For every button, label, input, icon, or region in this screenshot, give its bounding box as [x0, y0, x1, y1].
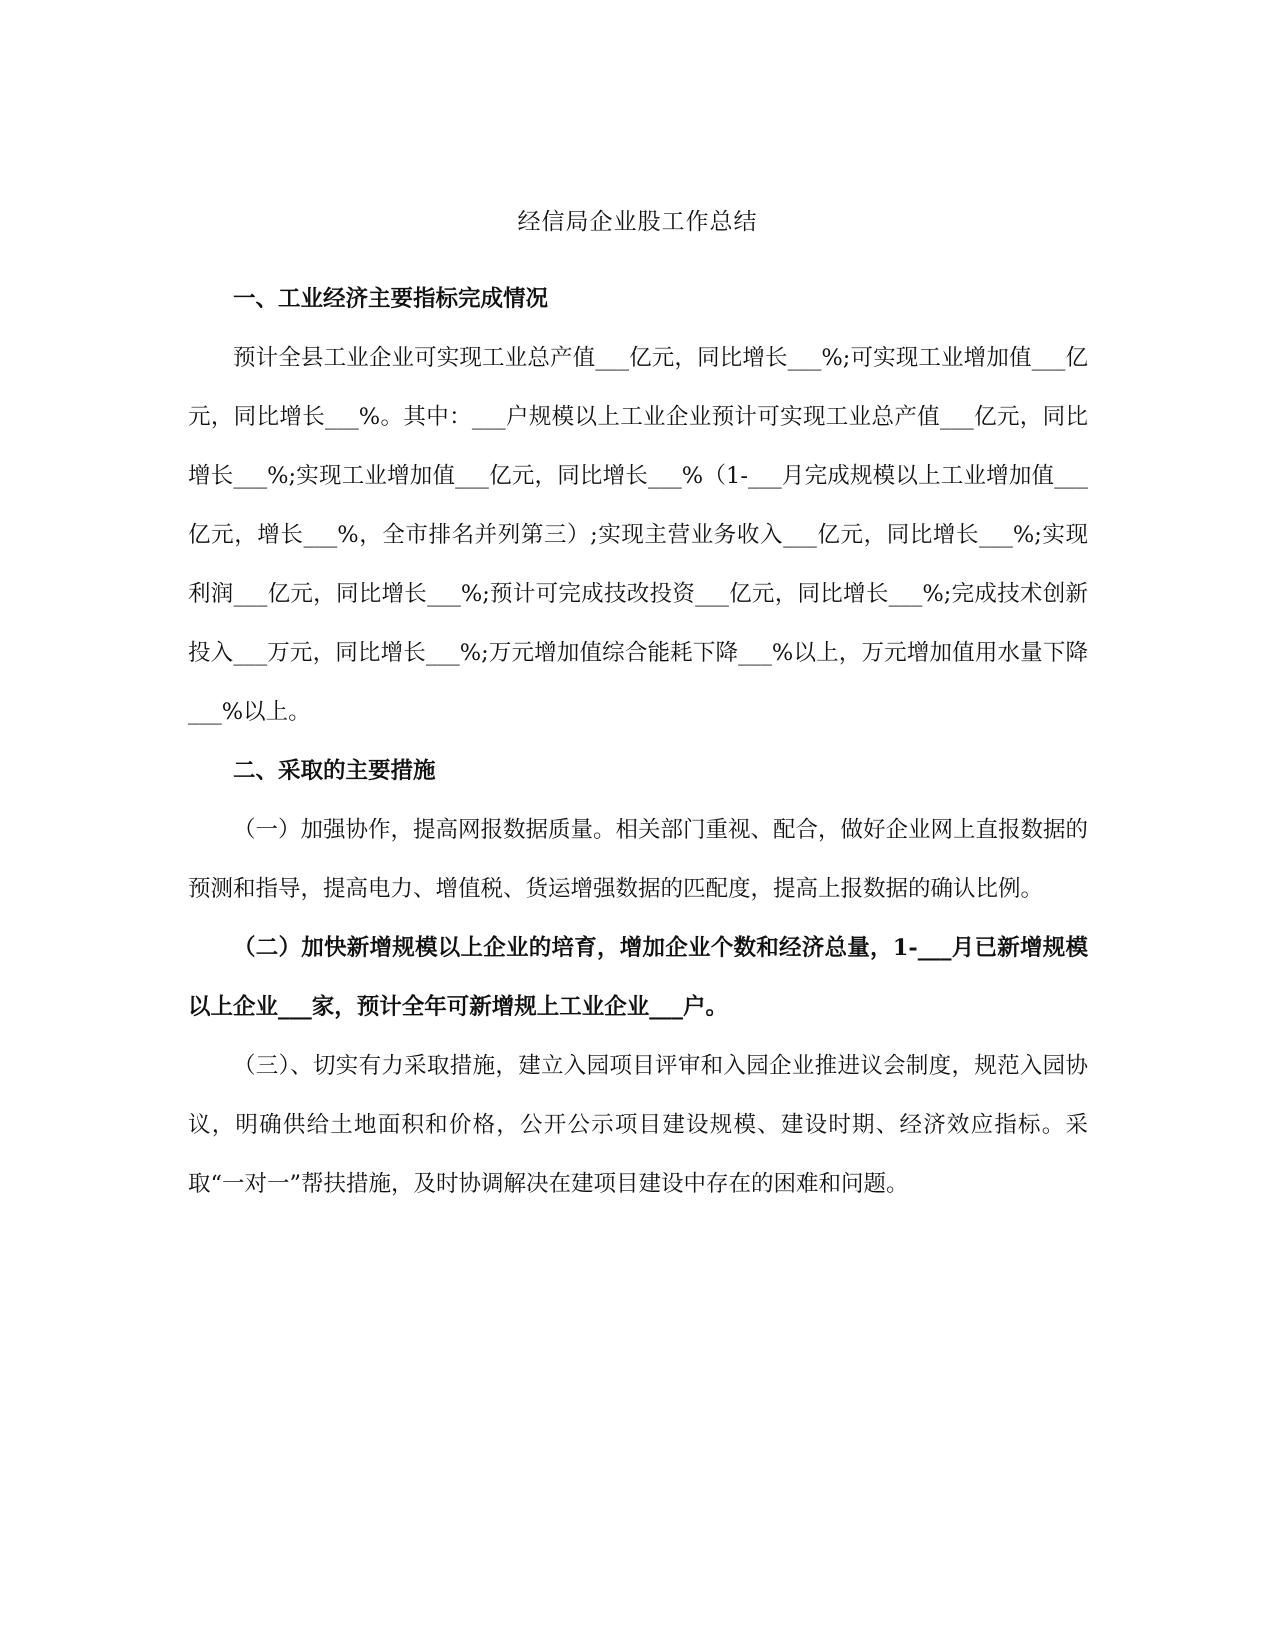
section-heading-2: 二、采取的主要措施	[233, 758, 436, 784]
section-heading-1: 一、工业经济主要指标完成情况	[233, 286, 549, 312]
document-title: 经信局企业股工作总结	[517, 209, 758, 235]
document-body	[188, 270, 1088, 1214]
section-2-paragraph-2: （二）加快新增规模以上企业的培育，增加企业个数和经济总量，1-___月已新增规模以上企业___家，预计全年可新增规上工业企业___户。	[188, 935, 1088, 1020]
section-1-paragraph-1: 预计全县工业企业可实现工业总产值___亿元，同比增长___%;可实现工业增加值___亿元，同比增长___%。其中：___户规模以上工业企业预计可实现工业总产值___亿元，同比增长___%;实现工业增加值___亿元，同比增长___%（1-___月完成规模以上工业增加值___亿元，增长___%，全市排名并列第三）;实现主营业务收入___亿元，同比增长___%;实现利润___亿元，同比增长___%;预计可完成技改投资___亿元，同比增长___%;完成技术创新投入___万元，同比增长___%;万元增加值综合能耗下降___%以上，万元增加值用水量下降___%以上。	[188, 345, 1088, 725]
section-2-paragraph-3: （三）、切实有力采取措施，建立入园项目评审和入园企业推进议会制度，规范入园协议，明确供给土地面积和价格，公开公示项目建设规模、建设时期、经济效应指标。采取“一对一”帮扶措施，及时协调解决在建项目建设中存在的困难和问题。	[188, 1053, 1088, 1197]
section-2-paragraph-1: （一）加强协作，提高网报数据质量。相关部门重视、配合，做好企业网上直报数据的预测和指导，提高电力、增值税、货运增强数据的匹配度，提高上报数据的确认比例。	[188, 817, 1089, 902]
